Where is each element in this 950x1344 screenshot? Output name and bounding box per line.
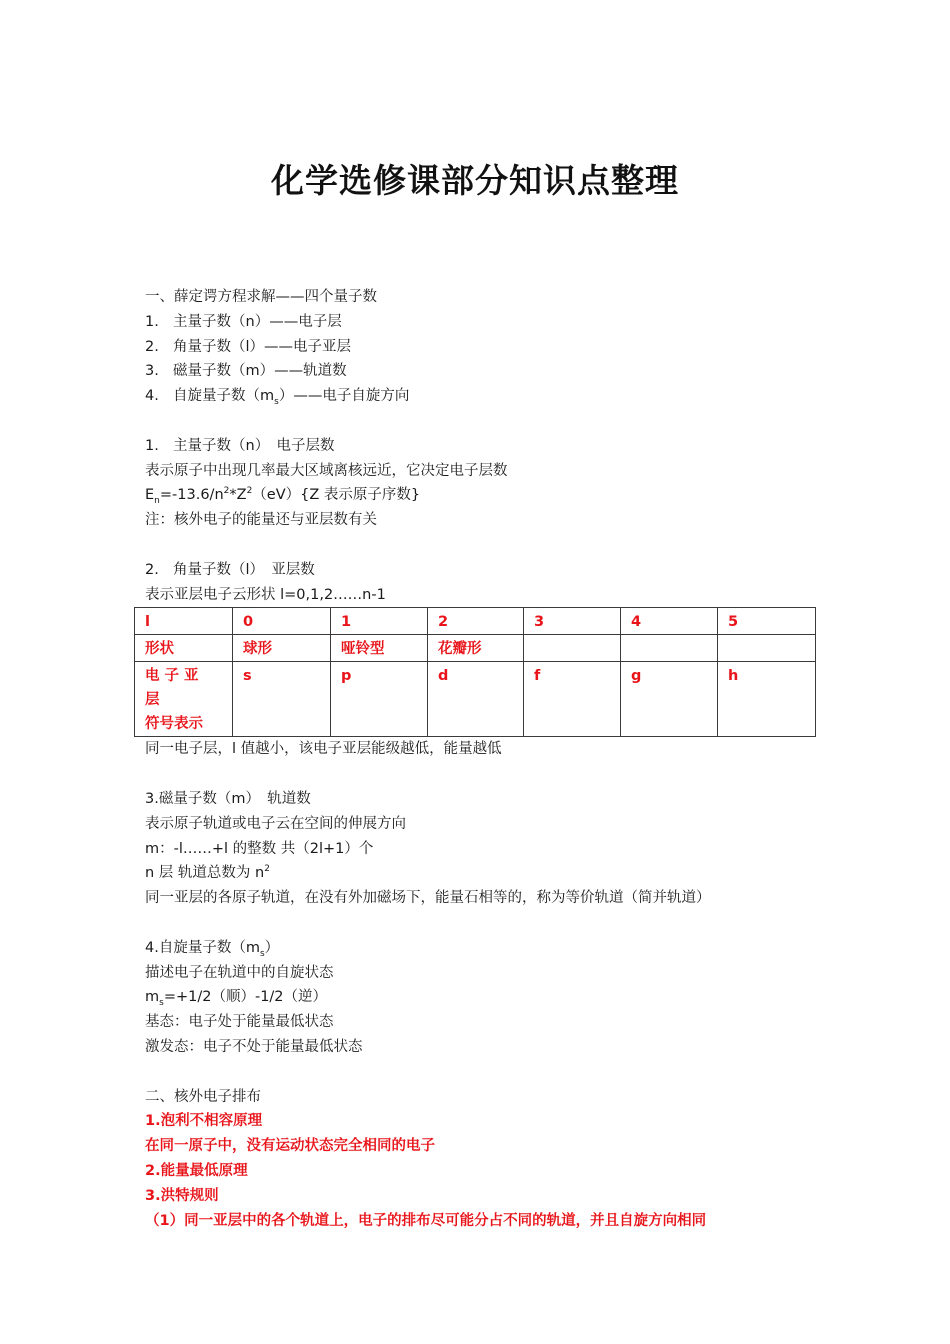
magnetic-heading: 3.磁量子数（m） 轨道数 xyxy=(145,790,311,807)
angular-conclusion: 同一电子层，l 值越小，该电子亚层能级越低，能量越低 xyxy=(145,741,502,758)
table-row xyxy=(135,608,816,635)
principal-note: 注：核外电子的能量还与亚层数有关 xyxy=(145,512,377,529)
excited-state: 激发态：电子不处于能量最低状态 xyxy=(145,1038,363,1055)
quantum-list-item-1 xyxy=(145,310,825,335)
table-cell: f xyxy=(524,662,621,737)
orbital-total xyxy=(145,861,825,886)
list-text: 主量子数（n）——电子层 xyxy=(173,313,342,330)
text: m xyxy=(145,989,160,1006)
superscript: 2 xyxy=(264,864,270,875)
heading-text: 主量子数（n） 电子层数 xyxy=(173,437,335,454)
list-number: 2. xyxy=(145,561,159,578)
magnetic-description: 表示原子轨道或电子云在空间的伸展方向 xyxy=(145,815,406,832)
quantum-list-item-2 xyxy=(145,335,825,360)
subshell-table xyxy=(134,607,816,737)
superscript: 2 xyxy=(246,486,253,497)
spin-description: 描述电子在轨道中的自旋状态 xyxy=(145,964,334,981)
list-number: 1. xyxy=(145,313,159,330)
list-number: 2. xyxy=(145,338,159,355)
superscript: 2 xyxy=(223,486,230,497)
table-cell xyxy=(524,635,621,662)
table-cell: 1 xyxy=(331,608,428,635)
hund-rule-point-1: （1）同一亚层中的各个轨道上，电子的排布尽可能分占不同的轨道，并且自旋方向相同 xyxy=(145,1212,707,1229)
text: =+1/2（顺）-1/2（逆） xyxy=(163,989,328,1006)
text: 4.自旋量子数（m xyxy=(145,939,260,956)
list-text: 磁量子数（m）——轨道数 xyxy=(173,363,347,380)
section-2-heading: 二、核外电子排布 xyxy=(145,1088,261,1105)
formula-part: （eV）{Z 表示原子序数} xyxy=(252,487,421,504)
table-cell: 2 xyxy=(428,608,524,635)
subscript: s xyxy=(259,948,265,959)
text: ） xyxy=(264,939,280,956)
subscript: s xyxy=(159,998,164,1009)
pauli-principle: 1.泡利不相容原理 xyxy=(145,1113,263,1130)
magnetic-range: m：-l……+l 的整数 共（2l+1）个 xyxy=(145,840,374,857)
table-cell: 哑铃型 xyxy=(331,635,428,662)
ground-state: 基态：电子处于能量最低状态 xyxy=(145,1014,334,1031)
energy-formula xyxy=(145,483,825,508)
heading-text: 角量子数（l） 亚层数 xyxy=(173,561,315,578)
list-text: 角量子数（l）——电子亚层 xyxy=(173,338,352,355)
subscript: s xyxy=(274,397,279,408)
table-cell: h xyxy=(718,662,816,737)
table-row xyxy=(135,635,816,662)
quantum-list-item-4 xyxy=(145,384,825,409)
table-cell: 花瓣形 xyxy=(428,635,524,662)
lowest-energy-principle: 2.能量最低原理 xyxy=(145,1162,248,1179)
hund-rule: 3.洪特规则 xyxy=(145,1187,219,1204)
angular-heading xyxy=(145,558,825,583)
principal-description: 表示原子中出现几率最大区域离核远近，它决定电子层数 xyxy=(145,462,508,479)
spin-heading xyxy=(145,936,825,961)
table-cell: 3 xyxy=(524,608,621,635)
table-cell: s xyxy=(233,662,331,737)
cell-line: 符号表示 xyxy=(145,716,203,733)
formula-part: E xyxy=(145,487,155,504)
list-number: 1. xyxy=(145,437,159,454)
table-cell: l xyxy=(135,608,233,635)
formula-part: =-13.6/n xyxy=(159,487,224,504)
subscript: n xyxy=(154,496,160,507)
principal-heading xyxy=(145,434,825,459)
formula-part: *Z xyxy=(229,487,247,504)
quantum-list-item-3 xyxy=(145,359,825,384)
table-cell xyxy=(621,635,718,662)
spin-values xyxy=(145,985,825,1010)
document-body xyxy=(145,285,825,1233)
document-title: 化学选修课部分知识点整理 xyxy=(271,161,679,200)
angular-description: 表示亚层电子云形状 l=0,1,2……n-1 xyxy=(145,586,386,603)
table-cell: 球形 xyxy=(233,635,331,662)
cell-line: 电子亚层 xyxy=(145,668,204,709)
list-text: ）——电子自旋方向 xyxy=(278,388,410,405)
table-cell: 0 xyxy=(233,608,331,635)
table-cell: 4 xyxy=(621,608,718,635)
table-cell: p xyxy=(331,662,428,737)
list-text: 自旋量子数（m xyxy=(173,388,275,405)
table-cell: g xyxy=(621,662,718,737)
text: n 层 轨道总数为 n xyxy=(145,865,265,882)
degenerate-orbitals: 同一亚层的各原子轨道，在没有外加磁场下，能量石相等的，称为等价轨道（简并轨道） xyxy=(145,890,711,907)
list-number: 3. xyxy=(145,363,159,380)
table-cell xyxy=(718,635,816,662)
pauli-description: 在同一原子中，没有运动状态完全相同的电子 xyxy=(145,1138,435,1155)
table-cell xyxy=(135,662,233,737)
table-cell: d xyxy=(428,662,524,737)
table-row xyxy=(135,662,816,737)
section-1-heading: 一、薛定谔方程求解——四个量子数 xyxy=(145,289,377,305)
list-number: 4. xyxy=(145,388,159,405)
table-cell: 5 xyxy=(718,608,816,635)
table-cell: 形状 xyxy=(135,635,233,662)
